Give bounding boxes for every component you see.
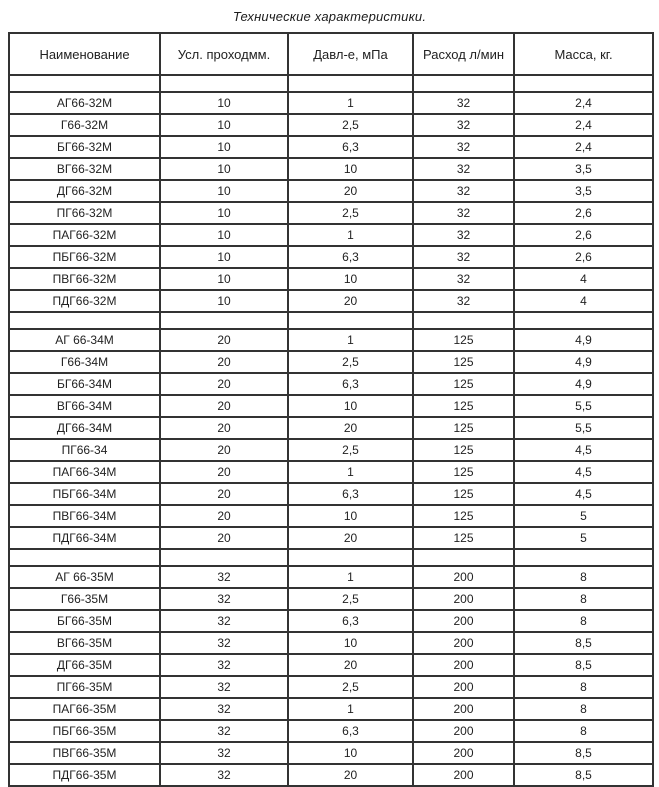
separator-cell	[514, 312, 653, 329]
table-cell: 8	[514, 676, 653, 698]
table-cell: 125	[413, 329, 514, 351]
table-cell: 20	[288, 654, 413, 676]
table-row	[9, 566, 653, 588]
table-row	[9, 610, 653, 632]
table-cell: 20	[288, 764, 413, 786]
separator-cell	[9, 75, 160, 92]
table-row	[9, 588, 653, 610]
table-cell: 2,5	[288, 588, 413, 610]
table-cell: 8,5	[514, 654, 653, 676]
table-cell: 10	[160, 224, 288, 246]
table-row	[9, 654, 653, 676]
table-cell: 32	[413, 136, 514, 158]
separator-cell	[413, 549, 514, 566]
table-cell: 10	[160, 246, 288, 268]
table-row	[9, 527, 653, 549]
table-cell: 32	[413, 92, 514, 114]
table-cell: 4,5	[514, 439, 653, 461]
table-row	[9, 180, 653, 202]
table-cell: 10	[160, 202, 288, 224]
table-cell: 32	[160, 676, 288, 698]
table-row	[9, 698, 653, 720]
table-cell: 125	[413, 395, 514, 417]
table-cell: 2,5	[288, 202, 413, 224]
table-cell: 8,5	[514, 742, 653, 764]
table-row	[9, 742, 653, 764]
table-row	[9, 632, 653, 654]
table-cell: 10	[288, 632, 413, 654]
separator-cell	[288, 75, 413, 92]
table-row	[9, 224, 653, 246]
column-header-flow: Расход л/мин	[413, 33, 514, 75]
table-row	[9, 373, 653, 395]
column-header-name: Наименование	[9, 33, 160, 75]
table-cell: 32	[413, 202, 514, 224]
table-cell: 4	[514, 268, 653, 290]
table-cell: 5	[514, 505, 653, 527]
table-cell: Г66-35М	[9, 588, 160, 610]
table-row	[9, 720, 653, 742]
table-cell: 10	[288, 505, 413, 527]
table-cell: 20	[160, 373, 288, 395]
table-cell: ПВГ66-35М	[9, 742, 160, 764]
separator-cell	[160, 75, 288, 92]
table-cell: 1	[288, 698, 413, 720]
table-cell: 125	[413, 527, 514, 549]
table-cell: 10	[160, 136, 288, 158]
table-cell: 32	[160, 632, 288, 654]
table-cell: 200	[413, 654, 514, 676]
column-header-mass: Масса, кг.	[514, 33, 653, 75]
table-cell: 125	[413, 417, 514, 439]
table-cell: ПАГ66-35М	[9, 698, 160, 720]
table-cell: 125	[413, 351, 514, 373]
table-cell: 1	[288, 224, 413, 246]
table-cell: 125	[413, 373, 514, 395]
table-row	[9, 417, 653, 439]
table-cell: 32	[160, 742, 288, 764]
table-cell: 8,5	[514, 632, 653, 654]
table-cell: 4,9	[514, 373, 653, 395]
table-cell: Г66-32М	[9, 114, 160, 136]
page-title: Технические характеристики.	[232, 9, 427, 24]
table-cell: 125	[413, 483, 514, 505]
table-row	[9, 764, 653, 786]
table-cell: 200	[413, 742, 514, 764]
table-cell: 20	[288, 527, 413, 549]
table-cell: 2,4	[514, 114, 653, 136]
table-cell: 2,5	[288, 351, 413, 373]
table-row	[9, 505, 653, 527]
table-cell: 2,6	[514, 202, 653, 224]
table-cell: ПВГ66-32М	[9, 268, 160, 290]
table-cell: 32	[413, 268, 514, 290]
separator-cell	[288, 312, 413, 329]
table-cell: ПДГ66-34М	[9, 527, 160, 549]
table-cell: 32	[160, 764, 288, 786]
table-row	[9, 114, 653, 136]
table-cell: 32	[160, 610, 288, 632]
table-head	[9, 33, 653, 75]
table-cell: 10	[160, 290, 288, 312]
table-cell: 32	[160, 698, 288, 720]
table-cell: 6,3	[288, 246, 413, 268]
separator-cell	[160, 312, 288, 329]
table-cell: 20	[160, 483, 288, 505]
table-cell: ПДГ66-32М	[9, 290, 160, 312]
table-cell: 8,5	[514, 764, 653, 786]
table-cell: 2,5	[288, 676, 413, 698]
table-cell: 1	[288, 329, 413, 351]
table-cell: 200	[413, 588, 514, 610]
table-row	[9, 268, 653, 290]
table-cell: 200	[413, 676, 514, 698]
table-cell: 1	[288, 92, 413, 114]
separator-cell	[9, 549, 160, 566]
table-cell: АГ66-32М	[9, 92, 160, 114]
table-cell: 8	[514, 720, 653, 742]
table-cell: 200	[413, 764, 514, 786]
table-cell: 2,4	[514, 136, 653, 158]
table-cell: 32	[160, 720, 288, 742]
column-header-pressure: Давл-е, мПа	[288, 33, 413, 75]
table-row	[9, 202, 653, 224]
table-cell: 32	[413, 246, 514, 268]
table-cell: 20	[160, 527, 288, 549]
table-cell: 5,5	[514, 395, 653, 417]
table-cell: 125	[413, 505, 514, 527]
table-cell: ВГ66-34М	[9, 395, 160, 417]
table-cell: ПАГ66-34М	[9, 461, 160, 483]
table-cell: 200	[413, 610, 514, 632]
table-row	[9, 136, 653, 158]
table-cell: 8	[514, 566, 653, 588]
table-cell: 5,5	[514, 417, 653, 439]
table-row	[9, 92, 653, 114]
table-cell: ПБГ66-34М	[9, 483, 160, 505]
table-cell: 10	[288, 268, 413, 290]
table-cell: 125	[413, 439, 514, 461]
table-cell: 2,5	[288, 439, 413, 461]
table-cell: 8	[514, 610, 653, 632]
table-cell: ПАГ66-32М	[9, 224, 160, 246]
table-cell: 20	[160, 351, 288, 373]
table-cell: 6,3	[288, 483, 413, 505]
table-cell: 200	[413, 632, 514, 654]
table-cell: 6,3	[288, 373, 413, 395]
separator-cell	[514, 549, 653, 566]
table-row	[9, 290, 653, 312]
table-cell: 3,5	[514, 180, 653, 202]
table-cell: 2,6	[514, 224, 653, 246]
table-cell: 10	[288, 742, 413, 764]
table-cell: 200	[413, 566, 514, 588]
table-cell: 20	[160, 461, 288, 483]
table-cell: 6,3	[288, 136, 413, 158]
separator-row	[9, 549, 653, 566]
table-cell: 20	[160, 417, 288, 439]
table-cell: ДГ66-35М	[9, 654, 160, 676]
separator-row	[9, 312, 653, 329]
table-cell: 20	[160, 395, 288, 417]
table-cell: 20	[160, 505, 288, 527]
table-cell: 10	[160, 268, 288, 290]
separator-cell	[413, 312, 514, 329]
separator-cell	[9, 312, 160, 329]
table-cell: 200	[413, 720, 514, 742]
table-row	[9, 461, 653, 483]
table-cell: 2,4	[514, 92, 653, 114]
table-cell: 20	[288, 290, 413, 312]
table-cell: 32	[160, 654, 288, 676]
table-row	[9, 329, 653, 351]
table-cell: БГ66-32М	[9, 136, 160, 158]
separator-row	[9, 75, 653, 92]
table-cell: 32	[160, 588, 288, 610]
table-row	[9, 483, 653, 505]
table-cell: ПГ66-32М	[9, 202, 160, 224]
table-cell: 4,5	[514, 483, 653, 505]
table-cell: 20	[288, 180, 413, 202]
table-cell: БГ66-34М	[9, 373, 160, 395]
separator-cell	[288, 549, 413, 566]
table-cell: 10	[160, 92, 288, 114]
table-cell: 6,3	[288, 720, 413, 742]
table-row	[9, 439, 653, 461]
table-row	[9, 158, 653, 180]
table-cell: 8	[514, 698, 653, 720]
table-cell: 5	[514, 527, 653, 549]
table-cell: 6,3	[288, 610, 413, 632]
table-cell: 4,9	[514, 351, 653, 373]
column-header-passage: Усл. проходмм.	[160, 33, 288, 75]
specs-table	[8, 32, 654, 787]
table-cell: 2,6	[514, 246, 653, 268]
table-cell: 4,9	[514, 329, 653, 351]
table-cell: 1	[288, 566, 413, 588]
table-cell: 32	[413, 114, 514, 136]
table-cell: Г66-34М	[9, 351, 160, 373]
separator-cell	[514, 75, 653, 92]
table-body	[9, 75, 653, 786]
table-cell: 3,5	[514, 158, 653, 180]
table-cell: ДГ66-32М	[9, 180, 160, 202]
header-row	[9, 33, 653, 75]
table-cell: 10	[288, 158, 413, 180]
table-cell: 10	[160, 114, 288, 136]
table-cell: ПБГ66-32М	[9, 246, 160, 268]
table-row	[9, 676, 653, 698]
table-cell: 10	[288, 395, 413, 417]
table-row	[9, 395, 653, 417]
table-cell: ПГ66-35М	[9, 676, 160, 698]
table-cell: ДГ66-34М	[9, 417, 160, 439]
table-cell: 200	[413, 698, 514, 720]
table-cell: 2,5	[288, 114, 413, 136]
table-cell: 10	[160, 158, 288, 180]
table-cell: ПДГ66-35М	[9, 764, 160, 786]
table-cell: ПГ66-34	[9, 439, 160, 461]
separator-cell	[160, 549, 288, 566]
table-cell: 20	[160, 439, 288, 461]
table-cell: 20	[288, 417, 413, 439]
separator-cell	[413, 75, 514, 92]
table-row	[9, 351, 653, 373]
table-cell: АГ 66-34М	[9, 329, 160, 351]
table-cell: ПБГ66-35М	[9, 720, 160, 742]
table-cell: 32	[413, 180, 514, 202]
table-cell: 32	[413, 158, 514, 180]
table-cell: 4	[514, 290, 653, 312]
table-cell: 1	[288, 461, 413, 483]
table-cell: 32	[160, 566, 288, 588]
table-cell: АГ 66-35М	[9, 566, 160, 588]
table-cell: 8	[514, 588, 653, 610]
table-cell: 20	[160, 329, 288, 351]
table-cell: ПВГ66-34М	[9, 505, 160, 527]
table-cell: 10	[160, 180, 288, 202]
table-cell: ВГ66-35М	[9, 632, 160, 654]
table-cell: 32	[413, 224, 514, 246]
table-cell: 32	[413, 290, 514, 312]
table-cell: 4,5	[514, 461, 653, 483]
table-cell: БГ66-35М	[9, 610, 160, 632]
table-cell: 125	[413, 461, 514, 483]
table-cell: ВГ66-32М	[9, 158, 160, 180]
table-row	[9, 246, 653, 268]
